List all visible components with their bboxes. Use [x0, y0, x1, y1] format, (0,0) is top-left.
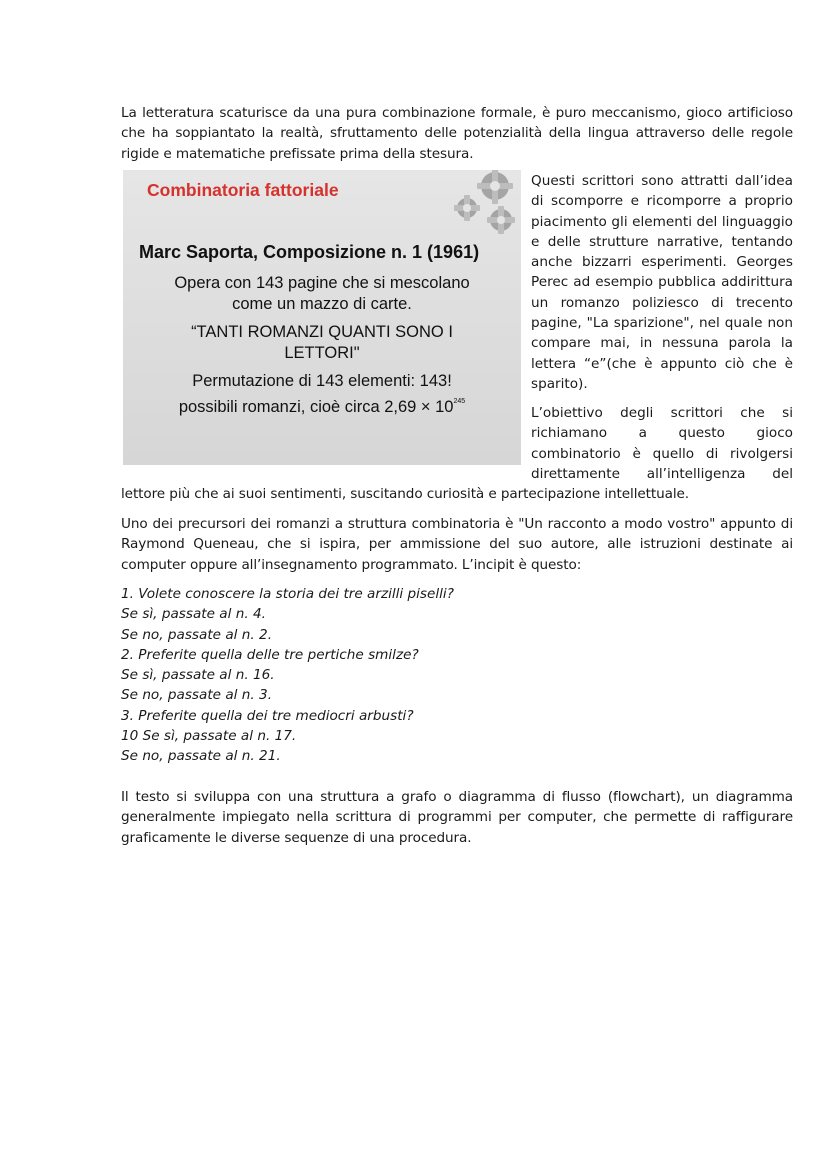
incipit-line: 10 Se sì, passate al n. 17.: [121, 728, 297, 745]
slide-body: [123, 242, 521, 417]
incipit-line: Se no, passate al n. 21.: [121, 748, 281, 765]
slide-subtitle: Marc Saporta, Composizione n. 1 (1961): [139, 242, 480, 262]
incipit-line: 3. Preferite quella dei tre mediocri arbusti?: [121, 707, 414, 724]
slide-exponent: 245: [453, 397, 466, 405]
incipit-line: 2. Preferite quella delle tre pertiche smilze?: [121, 646, 419, 663]
incipit-line: 1. Volete conoscere la storia dei tre arzilli piselli?: [121, 586, 454, 602]
slide-line: “TANTI ROMANZI QUANTI SONO I: [191, 323, 453, 341]
flowchart-paragraph: Il testo si sviluppa con una struttura a grafo o diagramma di flusso (flowchart), un diagramma generalmente impiegato nella scrittura di programmi per computer, che permette di raffigurare graficamente le diverse sequenze di una procedura.: [121, 789, 793, 846]
gears-icon: [443, 170, 521, 246]
side-paragraph: L’obiettivo degli scrittori che si richiamano a questo gioco combinatorio è quello di rivolgersi direttamente all’intelligenza del: [531, 405, 793, 482]
side-paragraph: Questi scrittori sono attratti dall’idea di scomporre e ricomporre a proprio piacimento gli elementi del linguaggio e delle strutture narrative, tentando anche bizzarri esperimenti. Georges Perec ad esempio pubblica addirittura un romanzo poliziesco di trecento pagine, "La sparizione", nel quale non compare mai, in nessuna parola la lettera “e”(che è appunto ciò che è sparito).: [531, 173, 793, 392]
continuation-paragraph: lettore più che ai suoi sentimenti, suscitando curiosità e partecipazione intellettuale.: [121, 486, 690, 502]
queneau-paragraph: Uno dei precursori dei romanzi a struttura combinatoria è "Un racconto a modo vostro" appunto di Raymond Queneau, che si ispira, per ammissione del suo autore, alle istruzioni destinate ai computer oppure all’insegnamento programmato. L’incipit è questo:: [121, 516, 793, 573]
slide-line: LETTORI": [284, 343, 360, 362]
incipit-line: Se no, passate al n. 2.: [121, 626, 273, 643]
slide-title: Combinatoria fattoriale: [147, 180, 339, 200]
incipit-line: Se no, passate al n. 3.: [121, 687, 273, 704]
slide-line: come un mazzo di carte.: [232, 294, 412, 313]
slide-line: Permutazione di 143 elementi: 143!: [192, 372, 452, 390]
incipit-line: Se sì, passate al n. 4.: [121, 606, 266, 623]
slide-line-text: possibili romanzi, cioè circa 2,69 × 10: [178, 397, 454, 416]
incipit-line: Se sì, passate al n. 16.: [121, 667, 275, 684]
slide-line-with-exponent: [123, 392, 521, 418]
slide-image: [123, 170, 521, 465]
incipit-list: [121, 584, 721, 767]
slide-line: Opera con 143 pagine che si mescolano: [174, 274, 470, 292]
intro-paragraph: La letteratura scaturisce da una pura combinazione formale, è puro meccanismo, gioco artificioso che ha soppiantato la realtà, sfruttamento delle potenzialità della lingua attraverso delle regole rigide e matematiche prefissate prima della stesura.: [121, 105, 793, 162]
